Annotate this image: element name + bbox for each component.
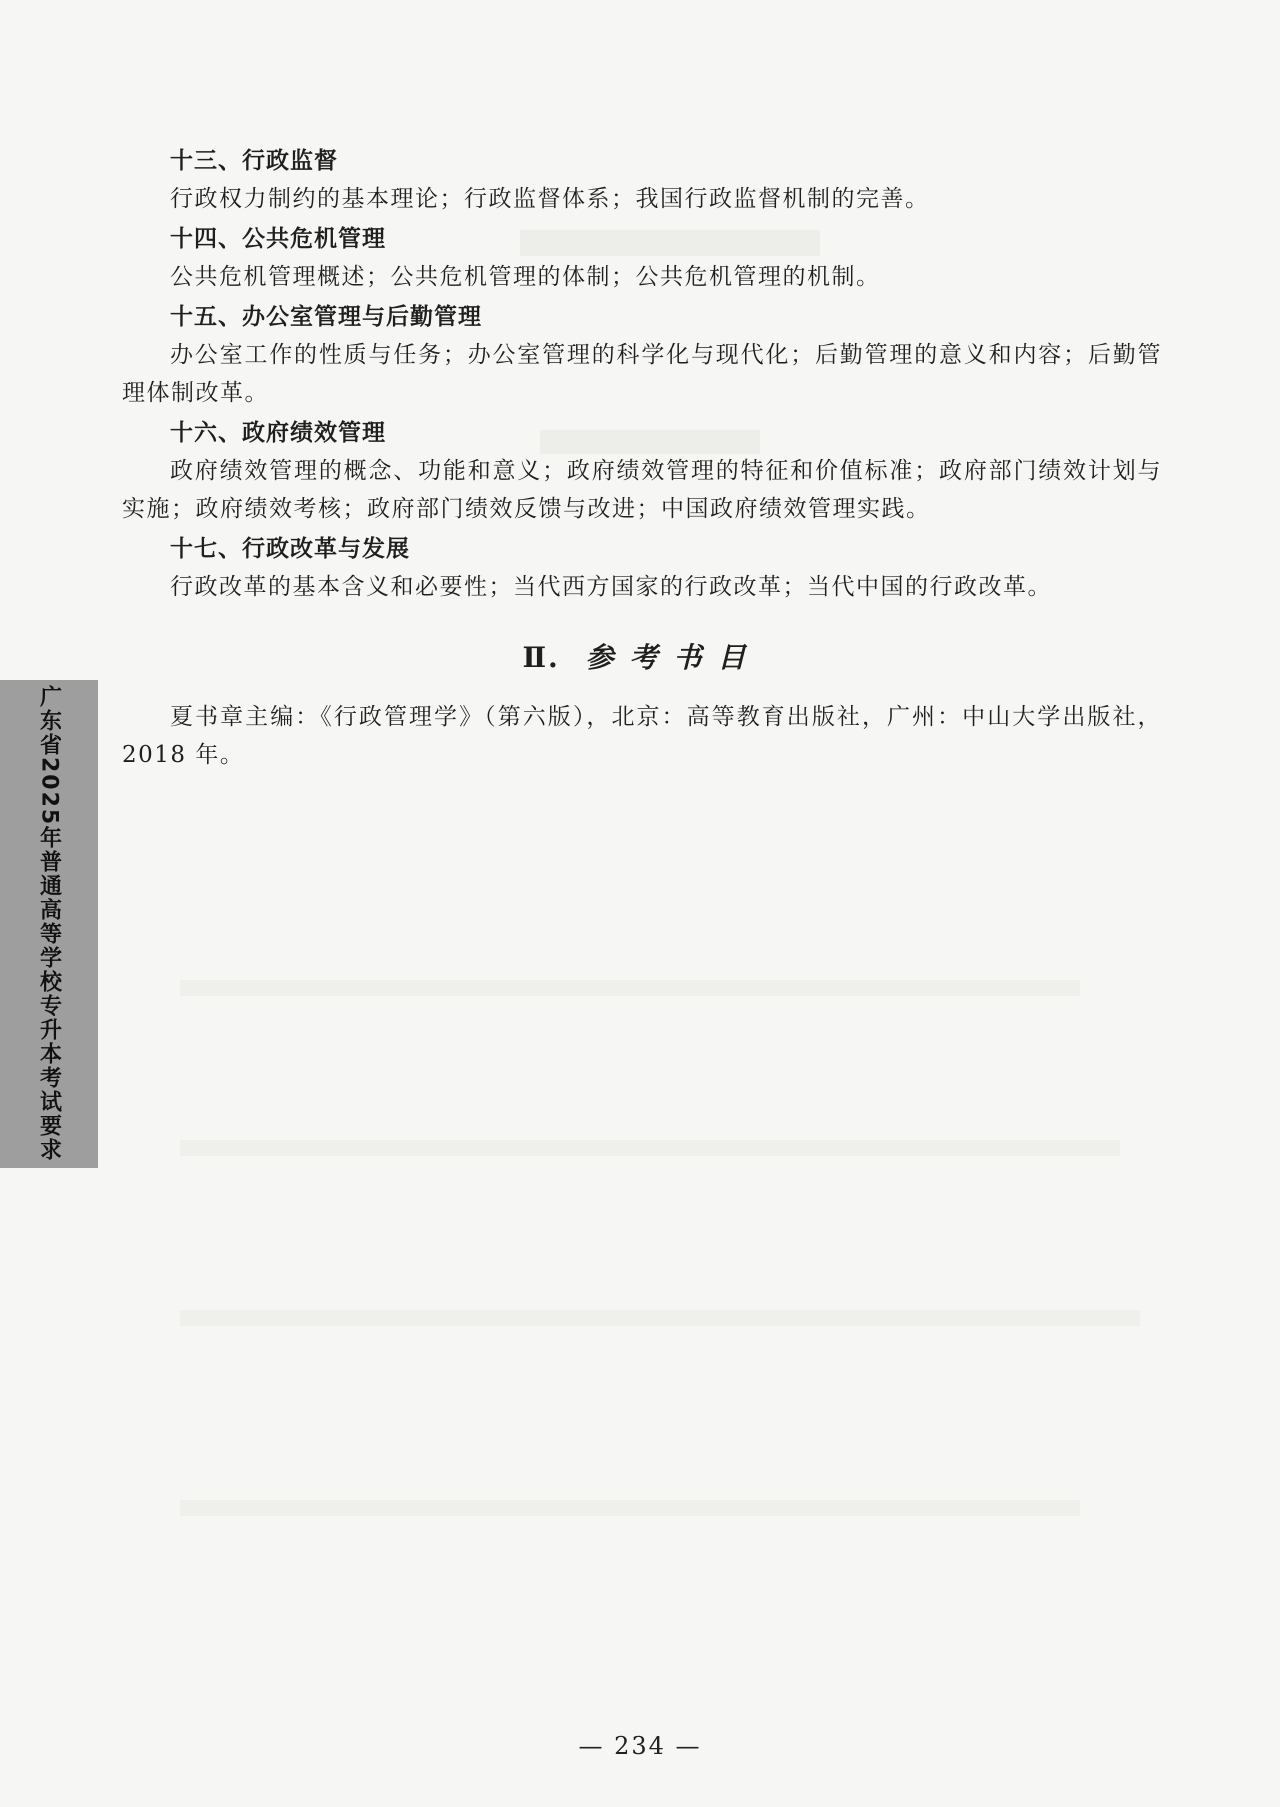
section-heading: 十四、公共危机管理 [170,226,386,252]
references-heading [122,636,1162,676]
section-item [122,530,1162,606]
reference-entry: 夏书章主编：《行政管理学》（第六版），北京：高等教育出版社，广州：中山大学出版社，2018 年。 [122,704,1162,768]
section-body: 政府绩效管理的概念、功能和意义；政府绩效管理的特征和价值标准；政府部门绩效计划与实施；政府绩效考核；政府部门绩效反馈与改进；中国政府绩效管理实践。 [122,458,1162,522]
references-title: 参考书目 [585,641,762,674]
section-item [122,220,1162,296]
show-through-artifact [180,1310,1140,1326]
side-tab-label: 广东省2025年普通高等学校专升本考试要求 [36,685,62,1163]
section-body: 行政改革的基本含义和必要性；当代西方国家的行政改革；当代中国的行政改革。 [170,574,1052,600]
main-content [122,142,1162,774]
section-heading: 十七、行政改革与发展 [170,536,410,562]
section-heading: 十三、行政监督 [170,148,338,174]
section-item [122,142,1162,218]
section-list [122,142,1162,606]
side-tab [0,680,98,1168]
section-body: 公共危机管理概述；公共危机管理的体制；公共危机管理的机制。 [170,264,881,290]
section-heading: 十五、办公室管理与后勤管理 [170,304,482,330]
references-numeral: Ⅱ. [522,641,560,674]
section-item [122,298,1162,412]
show-through-artifact [180,1140,1120,1156]
section-heading: 十六、政府绩效管理 [170,420,386,446]
section-item [122,414,1162,528]
show-through-artifact [180,980,1080,996]
show-through-artifact [180,1500,1080,1516]
section-body: 办公室工作的性质与任务；办公室管理的科学化与现代化；后勤管理的意义和内容；后勤管理体制改革。 [122,342,1162,406]
section-body: 行政权力制约的基本理论；行政监督体系；我国行政监督机制的完善。 [170,186,930,212]
page-number: — 234 — [578,1732,702,1760]
